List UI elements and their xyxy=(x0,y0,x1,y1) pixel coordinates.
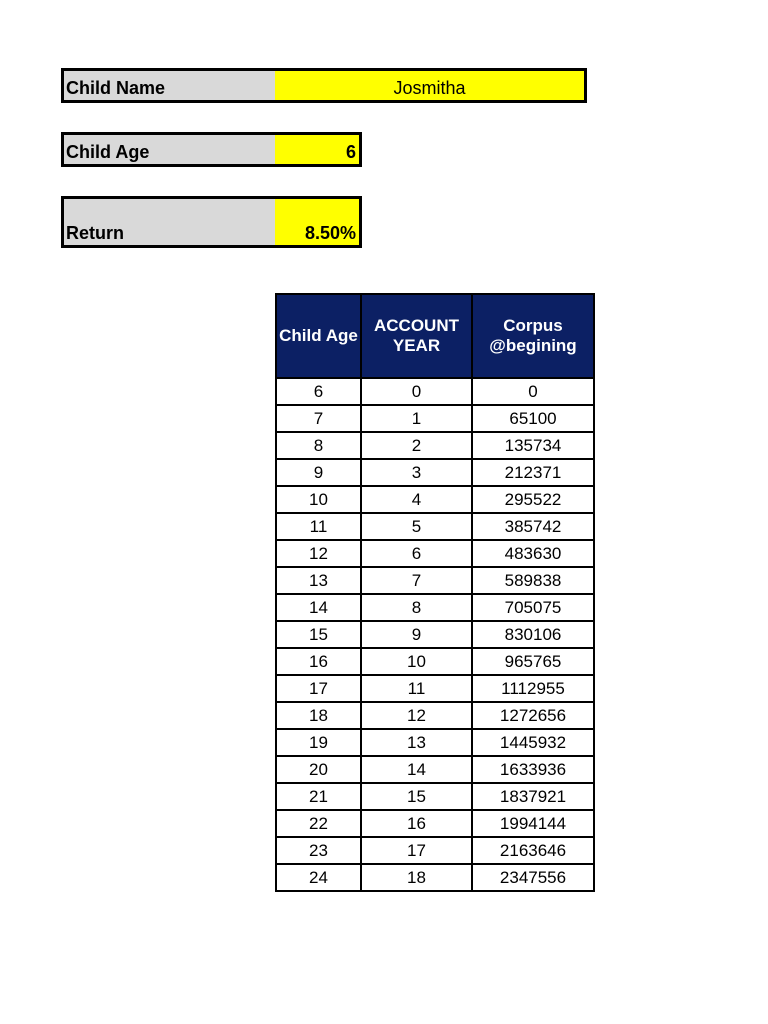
table-row xyxy=(276,837,594,864)
cell-corpus[interactable]: 483630 xyxy=(472,540,594,567)
cell-account-year[interactable]: 18 xyxy=(361,864,472,891)
table-row xyxy=(276,540,594,567)
header-account-year: ACCOUNT YEAR xyxy=(361,294,472,378)
table-row xyxy=(276,729,594,756)
cell-child-age[interactable]: 19 xyxy=(276,729,361,756)
cell-corpus[interactable]: 135734 xyxy=(472,432,594,459)
cell-child-age[interactable]: 18 xyxy=(276,702,361,729)
cell-child-age[interactable]: 14 xyxy=(276,594,361,621)
table-row xyxy=(276,378,594,405)
cell-account-year[interactable]: 7 xyxy=(361,567,472,594)
table-body xyxy=(276,378,594,891)
cell-corpus[interactable]: 1837921 xyxy=(472,783,594,810)
table-row xyxy=(276,675,594,702)
cell-account-year[interactable]: 10 xyxy=(361,648,472,675)
child-age-input[interactable]: 6 xyxy=(275,132,362,167)
child-age-label: Child Age xyxy=(61,132,278,167)
table-row xyxy=(276,648,594,675)
cell-account-year[interactable]: 6 xyxy=(361,540,472,567)
table-row xyxy=(276,405,594,432)
cell-corpus[interactable]: 2347556 xyxy=(472,864,594,891)
cell-account-year[interactable]: 5 xyxy=(361,513,472,540)
cell-child-age[interactable]: 8 xyxy=(276,432,361,459)
cell-child-age[interactable]: 10 xyxy=(276,486,361,513)
cell-corpus[interactable]: 1445932 xyxy=(472,729,594,756)
table-row xyxy=(276,621,594,648)
cell-corpus[interactable]: 705075 xyxy=(472,594,594,621)
cell-account-year[interactable]: 9 xyxy=(361,621,472,648)
cell-account-year[interactable]: 15 xyxy=(361,783,472,810)
cell-corpus[interactable]: 0 xyxy=(472,378,594,405)
cell-child-age[interactable]: 21 xyxy=(276,783,361,810)
cell-account-year[interactable]: 13 xyxy=(361,729,472,756)
cell-child-age[interactable]: 16 xyxy=(276,648,361,675)
cell-account-year[interactable]: 2 xyxy=(361,432,472,459)
header-child-age: Child Age xyxy=(276,294,361,378)
header-corpus: Corpus @begining xyxy=(472,294,594,378)
cell-corpus[interactable]: 1112955 xyxy=(472,675,594,702)
table-row xyxy=(276,702,594,729)
cell-child-age[interactable]: 13 xyxy=(276,567,361,594)
cell-account-year[interactable]: 16 xyxy=(361,810,472,837)
cell-child-age[interactable]: 22 xyxy=(276,810,361,837)
cell-account-year[interactable]: 1 xyxy=(361,405,472,432)
return-label: Return xyxy=(61,196,278,248)
cell-corpus[interactable]: 1994144 xyxy=(472,810,594,837)
cell-child-age[interactable]: 17 xyxy=(276,675,361,702)
cell-corpus[interactable]: 830106 xyxy=(472,621,594,648)
cell-account-year[interactable]: 8 xyxy=(361,594,472,621)
cell-child-age[interactable]: 23 xyxy=(276,837,361,864)
table-row xyxy=(276,567,594,594)
cell-corpus[interactable]: 65100 xyxy=(472,405,594,432)
table-row xyxy=(276,783,594,810)
table-header-row xyxy=(276,294,594,378)
cell-corpus[interactable]: 965765 xyxy=(472,648,594,675)
cell-child-age[interactable]: 6 xyxy=(276,378,361,405)
cell-account-year[interactable]: 0 xyxy=(361,378,472,405)
cell-account-year[interactable]: 12 xyxy=(361,702,472,729)
cell-child-age[interactable]: 15 xyxy=(276,621,361,648)
cell-corpus[interactable]: 1272656 xyxy=(472,702,594,729)
cell-child-age[interactable]: 9 xyxy=(276,459,361,486)
table-row xyxy=(276,594,594,621)
table-row xyxy=(276,459,594,486)
cell-child-age[interactable]: 24 xyxy=(276,864,361,891)
return-rate-input[interactable]: 8.50% xyxy=(275,196,362,248)
child-name-input[interactable]: Josmitha xyxy=(275,68,587,103)
cell-account-year[interactable]: 11 xyxy=(361,675,472,702)
cell-corpus[interactable]: 385742 xyxy=(472,513,594,540)
cell-account-year[interactable]: 4 xyxy=(361,486,472,513)
cell-child-age[interactable]: 12 xyxy=(276,540,361,567)
table-row xyxy=(276,810,594,837)
cell-corpus[interactable]: 589838 xyxy=(472,567,594,594)
cell-corpus[interactable]: 2163646 xyxy=(472,837,594,864)
table-row xyxy=(276,486,594,513)
cell-corpus[interactable]: 212371 xyxy=(472,459,594,486)
cell-account-year[interactable]: 17 xyxy=(361,837,472,864)
table-row xyxy=(276,864,594,891)
cell-corpus[interactable]: 1633936 xyxy=(472,756,594,783)
cell-child-age[interactable]: 7 xyxy=(276,405,361,432)
child-name-label: Child Name xyxy=(61,68,278,103)
cell-corpus[interactable]: 295522 xyxy=(472,486,594,513)
cell-child-age[interactable]: 11 xyxy=(276,513,361,540)
table-row xyxy=(276,513,594,540)
table-row xyxy=(276,756,594,783)
cell-account-year[interactable]: 3 xyxy=(361,459,472,486)
corpus-table xyxy=(275,293,595,892)
table-row xyxy=(276,432,594,459)
cell-account-year[interactable]: 14 xyxy=(361,756,472,783)
cell-child-age[interactable]: 20 xyxy=(276,756,361,783)
